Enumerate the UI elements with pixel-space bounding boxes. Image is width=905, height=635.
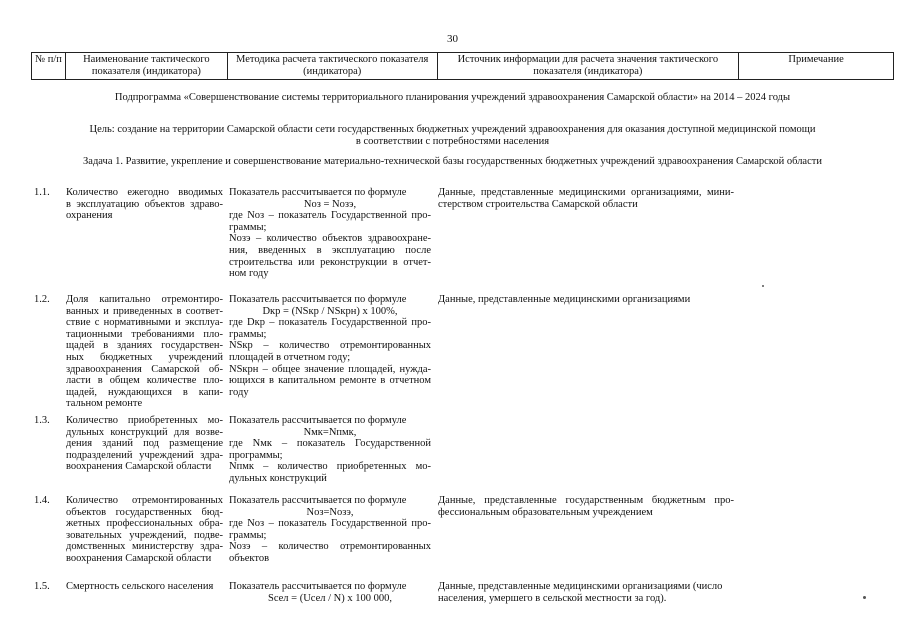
header-source: Источник информации для расчета значения тактического показателя (индикатора): [437, 53, 739, 80]
row-number: 1.4.: [34, 495, 50, 506]
scan-speck: [762, 285, 764, 287]
goal-line-1: Цель: создание на территории Самарской области сети государственных бюджетных учреждений здравоохранения для оказания доступной медицинской помощи: [89, 124, 816, 135]
row-number: 1.5.: [34, 581, 50, 592]
calculation-method: Показатель рассчитывается по формуле Nмк=Nпмк, где Nмк – показатель Государственной программы; Nпмк – количество приобретенных мо- дульных конструкций: [229, 415, 431, 484]
information-source: Данные, представленные медицинскими организациями: [438, 294, 691, 305]
header-method: Методика расчета тактического показателя (индикатора): [227, 53, 437, 80]
task-title: Задача 1. Развитие, укрепление и совершенствование материально-технической базы государственных бюджетных учреждений здравоохранения Самарской области: [83, 156, 822, 167]
calculation-method: Показатель рассчитывается по формуле Nоз = Nозэ, где Nоз – показатель Государственной про- граммы; Nозэ – количество объектов здравоохране- ния, введенных в эксплуатацию после строительства или реконструкции в отчет- ном году: [229, 187, 431, 280]
row-number: 1.2.: [34, 294, 50, 305]
information-source: Данные, представленные медицинскими организациями (число населения, умершего в сельской местности за год).: [438, 581, 723, 604]
goal-line-2: в соответствии с потребностями населения: [355, 136, 550, 147]
table-header: [31, 52, 894, 80]
header-num: № п/п: [32, 53, 66, 80]
information-source: Данные, представленные государственным бюджетным про- фессиональным образовательным учреждением: [438, 495, 734, 518]
indicator-name: Смертность сельского населения: [66, 581, 214, 592]
scan-speck: [863, 596, 866, 599]
calculation-method: Показатель рассчитывается по формуле Nоз=Nозэ, где Nоз – показатель Государственной про- граммы; Nозэ – количество отремонтированных объектов: [229, 495, 431, 564]
row-number: 1.1.: [34, 187, 50, 198]
indicator-name: Количество ежегодно вводимых в эксплуатацию объектов здраво- охранения: [66, 187, 223, 222]
row-number: 1.3.: [34, 415, 50, 426]
subprogram-title: Подпрограмма «Совершенствование системы территориального планирования учреждений здравоохранения Самарской области» на 2014 – 2024 годы: [114, 92, 791, 103]
page-number: 30: [447, 33, 458, 45]
information-source: Данные, представленные медицинскими организациями, мини- стерством строительства Самарской области: [438, 187, 734, 210]
indicator-name: Доля капитально отремонтиро- ванных и приведенных в соответ- ствие с нормативными и эксплуа- тационными требованиями пло- щадей в зданиях государствен- ных бюджетных учреждений здравоохранения Самарской об- ласти в общем количестве пло- щадей, нуждающихся в капи- тальном ремонте: [66, 294, 223, 410]
header-name: Наименование тактического показателя (индикатора): [65, 53, 227, 80]
header-note: Примечание: [739, 53, 894, 80]
indicator-name: Количество приобретенных мо- дульных конструкций для возве- дения зданий под размещение подразделений учреждений здра- воохранения Самарской области: [66, 415, 223, 473]
calculation-method: Показатель рассчитывается по формуле Dкр = (NSкр / NSкрн) x 100%, где Dкр – показатель Государственной про- граммы; NSкр – количество отремонтированных площадей в отчетном году; NSкрн – общее значение площадей, нужда- ющихся в капитальном ремонте в отчетном году: [229, 294, 431, 398]
indicator-name: Количество отремонтированных объектов государственных бюд- жетных профессиональных обра- зовательных учреждений, подве- домственных министерству здра- воохранения Самарской области: [66, 495, 223, 564]
calculation-method: Показатель рассчитывается по формуле Sсел = (Uсел / N) x 100 000,: [229, 581, 407, 604]
